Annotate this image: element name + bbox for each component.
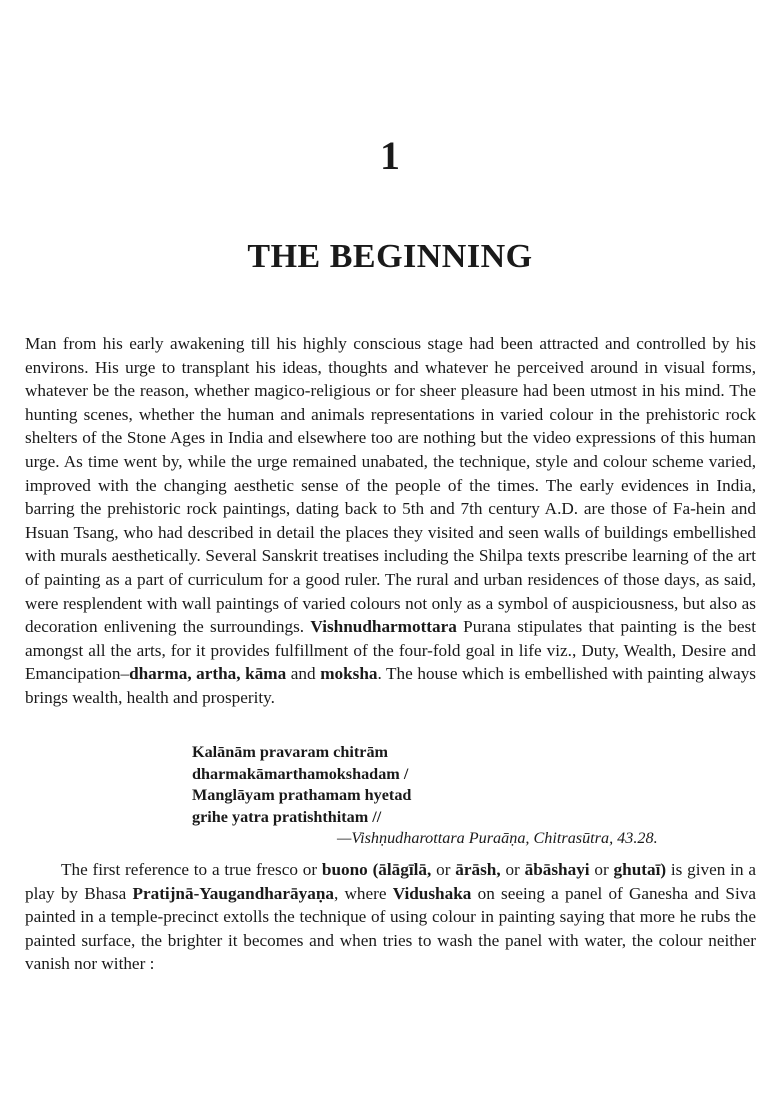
intro-paragraph [25, 332, 756, 710]
emphasis-text: ghutaī) [613, 860, 667, 879]
sanskrit-verse [192, 742, 712, 850]
emphasis-text: ārāsh, [455, 860, 501, 879]
paragraph-text: or [500, 860, 525, 879]
verse-citation: —Vishṇudharottara Puraāṇa, Chitrasūtra, 43.28. [337, 829, 658, 847]
paragraph-text: , where [333, 883, 393, 903]
verse-line: Manglāyam prathamam hyetad [192, 786, 412, 804]
emphasis-text: dharma, artha, kāma [129, 664, 287, 684]
fresco-paragraph [25, 858, 756, 976]
emphasis-text: Vidushaka [392, 883, 472, 903]
paragraph-text: . The house which is embellished with painting always brings wealth, health and prosperity. [25, 664, 756, 707]
verse-line: grihe yatra pratishthitam // [192, 807, 382, 826]
paragraph-text: on seeing a panel of Ganesha and Siva painted in a temple-precinct extolls the technique of using colour in painting saying that more he rubs the painted surface, the brighter it becomes and when tries to wash the panel with water, the colour neither vanish nor wither : [25, 883, 756, 974]
paragraph-text: is given in a play by Bhasa [25, 860, 756, 903]
paragraph-text: or [589, 860, 614, 879]
emphasis-text: Vishnudharmottara [310, 617, 457, 637]
paragraph-text: or [431, 860, 456, 879]
paragraph-text: The first reference to a true fresco or [61, 860, 322, 879]
emphasis-text: moksha [320, 664, 378, 684]
chapter-title: THE BEGINNING [247, 238, 533, 275]
paragraph-text: Purana stipulates that painting is the best amongst all the arts, for it provides fulfillment of the four-fold goal in life viz., Duty, Wealth, Desire and Emancipation– [25, 617, 756, 684]
emphasis-text: buono (ālāgīlā, [321, 860, 432, 879]
chapter-number: 1 [380, 133, 400, 178]
emphasis-text: Pratijnā-Yaugandharāyaṇa [132, 883, 334, 903]
verse-line: dharmakāmarthamokshadam / [192, 764, 409, 783]
paragraph-text: and [286, 664, 321, 684]
emphasis-text: ābāshayi [524, 860, 590, 879]
paragraph-text: Man from his early awakening till his highly conscious stage had been attracted and controlled by his environs. His urge to transplant his ideas, thoughts and whatever he perceived around in visual forms, whatever be the reason, whether magico-religious or for sheer pleasure had been utmost in his mind. The hunting scenes, whether the human and animals representations in varied colour in the prehistoric rock shelters of the Stone Ages in India and elsewhere too are nothing but the video expressions of this human urge. As time went by, while the urge remained unabated, the technique, style and colour scheme varied, improved with the changing aesthetic sense of the people of the times. The early evidences in India, barring the prehistoric rock paintings, dating back to 5th and 7th century A.D. are those of Fa-hein and Hsuan Tsang, who had described in detail the places they visited and seen walls of buildings embellished with murals aesthetically. Several Sanskrit treatises including the Shilpa texts prescribe learning of the art of painting as a part of curriculum for a good ruler. The rural and urban residences of those days, as said, were resplendent with wall paintings of varied colours not only as a symbol of auspiciousness, but also as decoration enlivening the surroundings. [25, 334, 756, 637]
verse-line: Kalānām pravaram chitrām [192, 743, 389, 761]
